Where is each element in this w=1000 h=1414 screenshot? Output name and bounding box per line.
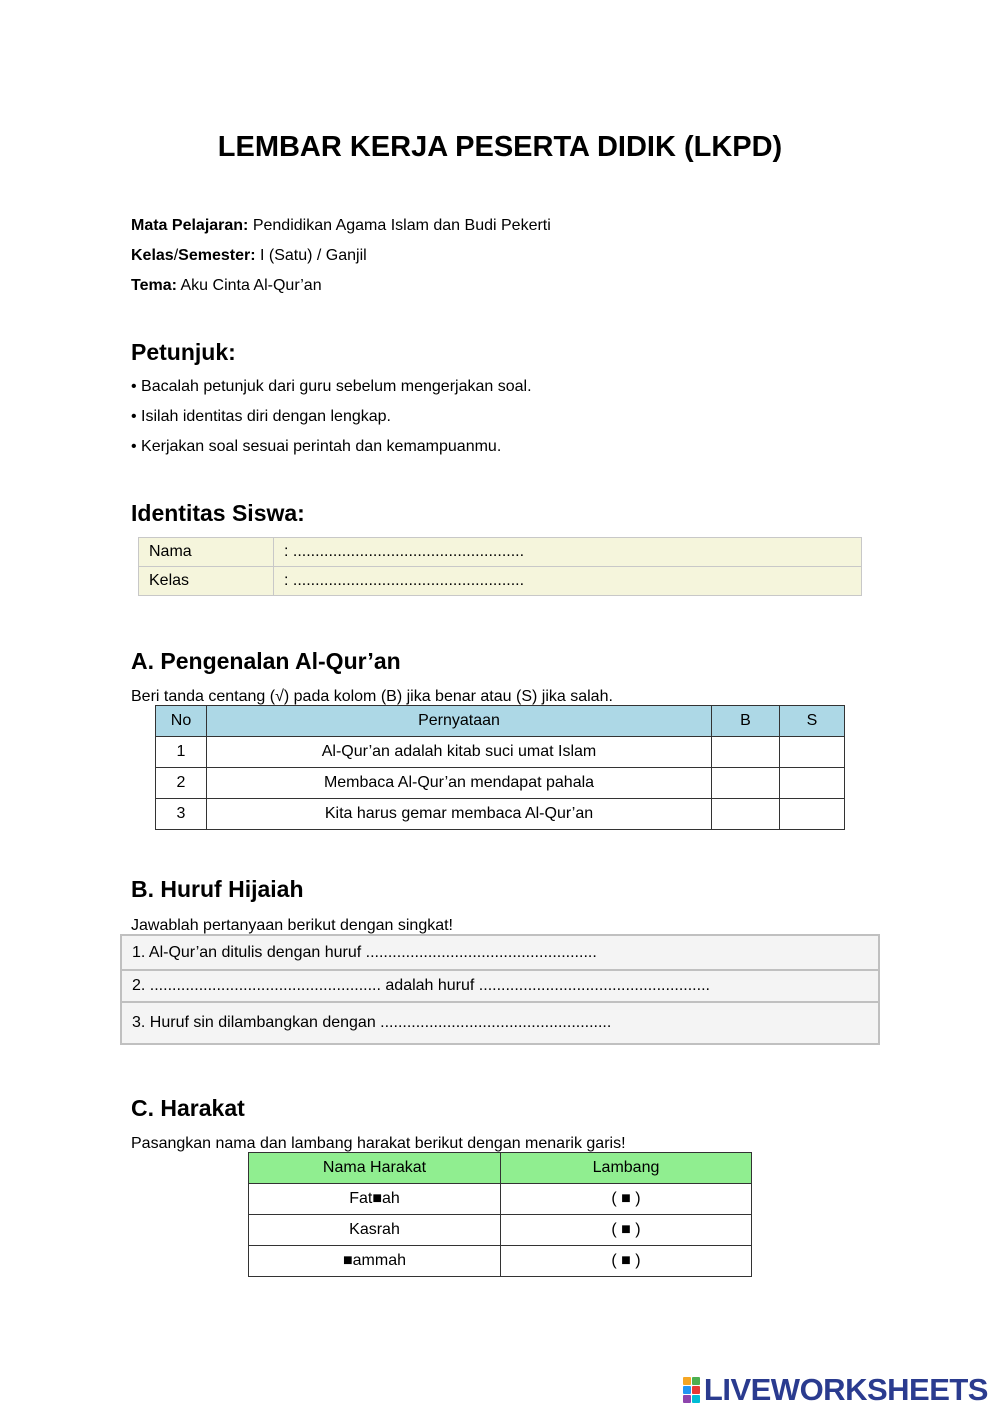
liveworksheets-logo bbox=[683, 1372, 988, 1408]
header-no: No bbox=[156, 706, 207, 737]
table-row bbox=[121, 935, 879, 970]
section-c-instruction: Pasangkan nama dan lambang harakat berikut dengan menarik garis! bbox=[131, 1135, 626, 1152]
class-line bbox=[131, 247, 367, 265]
table-row bbox=[139, 567, 862, 596]
class-label: Kelas bbox=[131, 247, 174, 264]
statement-table bbox=[155, 705, 845, 830]
petunjuk-item: • Kerjakan soal sesuai perintah dan kemampuanmu. bbox=[131, 438, 502, 455]
header-s: S bbox=[780, 706, 845, 737]
table-header-row bbox=[249, 1153, 752, 1184]
table-row bbox=[249, 1184, 752, 1215]
class-separator: / bbox=[173, 247, 179, 264]
petunjuk-item: • Isilah identitas diri dengan lengkap. bbox=[131, 408, 391, 425]
answer-cell-b[interactable] bbox=[712, 737, 780, 768]
identity-table bbox=[138, 537, 862, 596]
question-item[interactable]: 2. .................................................... adalah huruf .................................................... bbox=[121, 970, 879, 1002]
header-statement: Pernyataan bbox=[207, 706, 712, 737]
theme-value: Aku Cinta Al-Qur’an bbox=[176, 277, 322, 294]
header-symbol: Lambang bbox=[501, 1153, 752, 1184]
liveworksheets-icon bbox=[683, 1377, 700, 1403]
answer-cell-s[interactable] bbox=[780, 768, 845, 799]
section-a-heading: A. Pengenalan Al-Qur’an bbox=[131, 648, 401, 674]
page-title: LEMBAR KERJA PESERTA DIDIK (LKPD) bbox=[217, 131, 783, 163]
identitas-heading: Identitas Siswa: bbox=[131, 500, 305, 526]
logo-text: LIVEWORKSHEETS bbox=[703, 1372, 988, 1407]
question-item[interactable]: 1. Al-Qur’an ditulis dengan huruf .................................................... bbox=[121, 935, 879, 970]
subject-value: Pendidikan Agama Islam dan Budi Pekerti bbox=[248, 217, 551, 234]
row-no: 2 bbox=[156, 768, 207, 799]
petunjuk-heading: Petunjuk: bbox=[131, 339, 236, 365]
harakat-name[interactable]: Fat■ah bbox=[249, 1184, 501, 1215]
row-no: 1 bbox=[156, 737, 207, 768]
row-no: 3 bbox=[156, 799, 207, 830]
name-label: Nama bbox=[139, 538, 274, 567]
semester-label: Semester: bbox=[178, 247, 256, 264]
section-b-instruction: Jawablah pertanyaan berikut dengan singkat! bbox=[131, 917, 453, 934]
class-field-label: Kelas bbox=[139, 567, 274, 596]
table-row bbox=[139, 538, 862, 567]
table-row bbox=[121, 970, 879, 1002]
answer-cell-b[interactable] bbox=[712, 799, 780, 830]
name-field[interactable]: : .................................................... bbox=[274, 538, 862, 567]
petunjuk-item: • Bacalah petunjuk dari guru sebelum mengerjakan soal. bbox=[131, 378, 532, 395]
table-row bbox=[156, 799, 845, 830]
table-row bbox=[156, 737, 845, 768]
section-b-heading: B. Huruf Hijaiah bbox=[131, 876, 304, 902]
answer-cell-s[interactable] bbox=[780, 799, 845, 830]
row-statement: Membaca Al-Qur’an mendapat pahala bbox=[207, 768, 712, 799]
theme-line bbox=[131, 277, 322, 295]
table-row bbox=[249, 1215, 752, 1246]
theme-label: Tema: bbox=[131, 277, 177, 294]
header-name: Nama Harakat bbox=[249, 1153, 501, 1184]
answer-cell-b[interactable] bbox=[712, 768, 780, 799]
table-row bbox=[249, 1246, 752, 1277]
section-a-instruction: Beri tanda centang (√) pada kolom (B) jika benar atau (S) jika salah. bbox=[131, 688, 613, 705]
answer-cell-s[interactable] bbox=[780, 737, 845, 768]
class-field[interactable]: : .................................................... bbox=[274, 567, 862, 596]
section-c-heading: C. Harakat bbox=[131, 1095, 245, 1121]
class-value: I (Satu) / Ganjil bbox=[255, 247, 367, 264]
table-header-row bbox=[156, 706, 845, 737]
row-statement: Kita harus gemar membaca Al-Qur’an bbox=[207, 799, 712, 830]
question-table bbox=[120, 934, 880, 1045]
harakat-symbol[interactable]: ( ■ ) bbox=[501, 1184, 752, 1215]
row-statement: Al-Qur’an adalah kitab suci umat Islam bbox=[207, 737, 712, 768]
subject-label: Mata Pelajaran: bbox=[131, 217, 249, 234]
table-row bbox=[121, 1002, 879, 1044]
subject-line bbox=[131, 217, 551, 235]
header-b: B bbox=[712, 706, 780, 737]
harakat-table bbox=[248, 1152, 752, 1277]
question-item[interactable]: 3. Huruf sin dilambangkan dengan .................................................... bbox=[121, 1002, 879, 1044]
harakat-symbol[interactable]: ( ■ ) bbox=[501, 1215, 752, 1246]
table-row bbox=[156, 768, 845, 799]
harakat-name[interactable]: ■ammah bbox=[249, 1246, 501, 1277]
harakat-name[interactable]: Kasrah bbox=[249, 1215, 501, 1246]
harakat-symbol[interactable]: ( ■ ) bbox=[501, 1246, 752, 1277]
